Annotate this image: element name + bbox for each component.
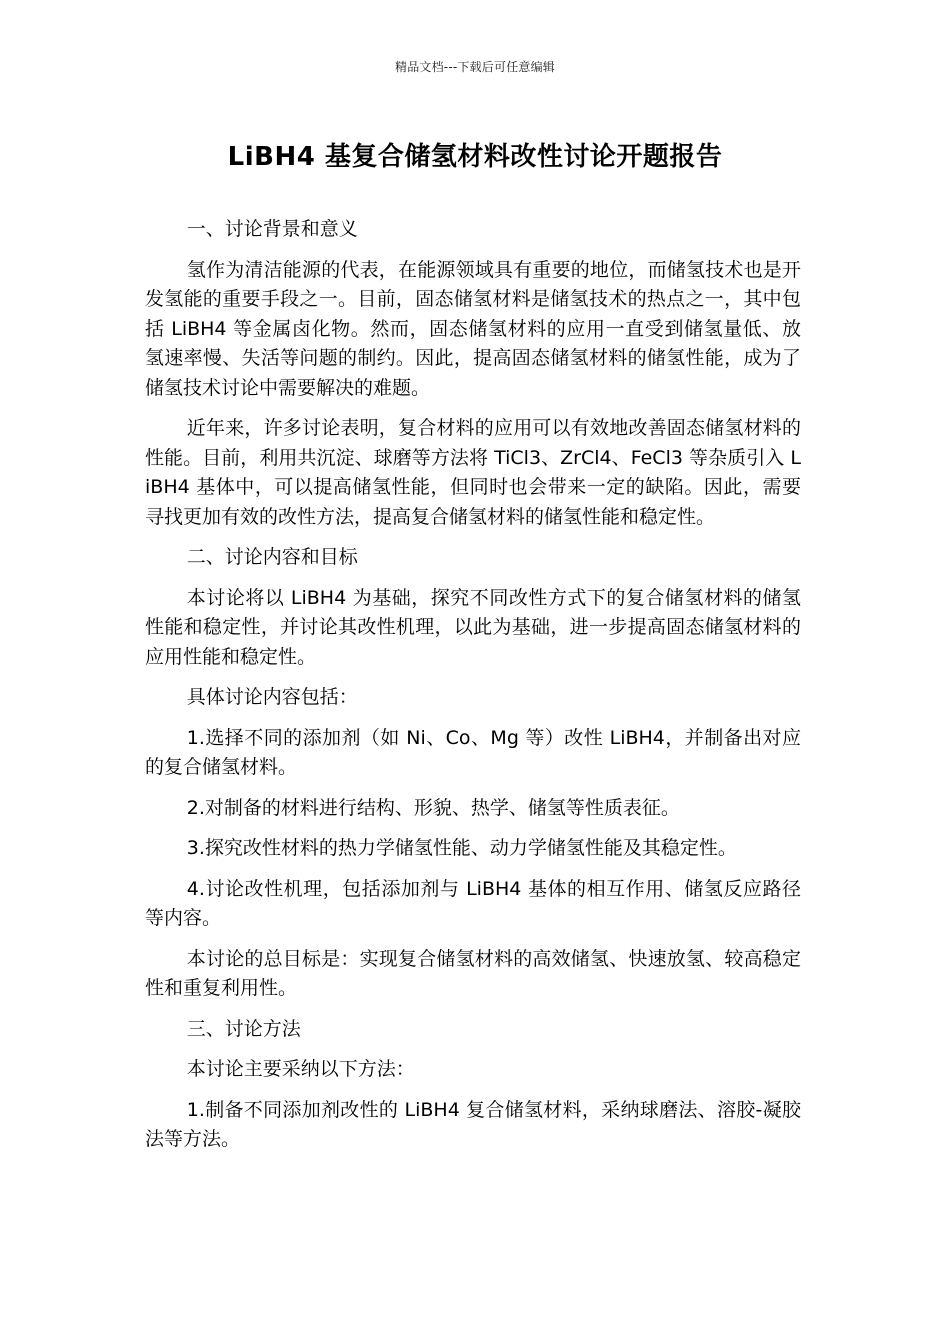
paragraph: 本讨论将以 LiBH4 为基础，探究不同改性方式下的复合储氢材料的储氢性能和稳定性，并讨论其改性机理，以此为基础，进一步提高固态储氢材料的应用性能和稳定性。: [145, 586, 801, 668]
section-heading-methods: 三、讨论方法: [186, 1017, 301, 1040]
list-item: 3.探究改性材料的热力学储氢性能、动力学储氢性能及其稳定性。: [186, 837, 737, 859]
document-body: [145, 215, 801, 1166]
document-title: LiBH4 基复合储氢材料改性讨论开题报告: [227, 142, 723, 172]
paragraph: 本讨论的总目标是：实现复合储氢材料的高效储氢、快速放氢、较高稳定性和重复利用性。: [145, 947, 801, 999]
list-item: 1.制备不同添加剂改性的 LiBH4 复合储氢材料，采纳球磨法、溶胶-凝胶法等方法。: [145, 1098, 801, 1150]
paragraph: 本讨论主要采纳以下方法：: [186, 1058, 415, 1080]
header-note: 精品文档---下载后可任意编辑: [395, 60, 555, 74]
list-item: 1.选择不同的添加剂（如 Ni、Co、Mg 等）改性 LiBH4，并制备出对应的复合储氢材料。: [145, 726, 801, 778]
section-heading-content-goals: 二、讨论内容和目标: [186, 546, 358, 568]
paragraph: 具体讨论内容包括：: [186, 686, 358, 708]
list-item: 2.对制备的材料进行结构、形貌、热学、储氢等性质表征。: [186, 796, 680, 819]
paragraph: 近年来，许多讨论表明，复合材料的应用可以有效地改善固态储氢材料的性能。目前，利用共沉淀、球磨等方法将 TiCl3、ZrCl4、FeCl3 等杂质引入 LiBH4 基体中，可以提高储氢性能，但同时也会带来一定的缺陷。因此，需要寻找更加有效的改性方法，提高复合储氢材料的储氢性能和稳定性。: [145, 417, 801, 528]
section-heading-background: 一、讨论背景和意义: [186, 218, 358, 240]
list-item: 4.讨论改性机理，包括添加剂与 LiBH4 基体的相互作用、储氢反应路径等内容。: [145, 877, 801, 929]
paragraph: 氢作为清洁能源的代表，在能源领域具有重要的地位，而储氢技术也是开发氢能的重要手段之一。目前，固态储氢材料是储氢技术的热点之一，其中包括 LiBH4 等金属卤化物。然而，固态储氢材料的应用一直受到储氢量低、放氢速率慢、失活等问题的制约。因此，提高固态储氢材料的储氢性能，成为了储氢技术讨论中需要解决的难题。: [145, 258, 801, 399]
